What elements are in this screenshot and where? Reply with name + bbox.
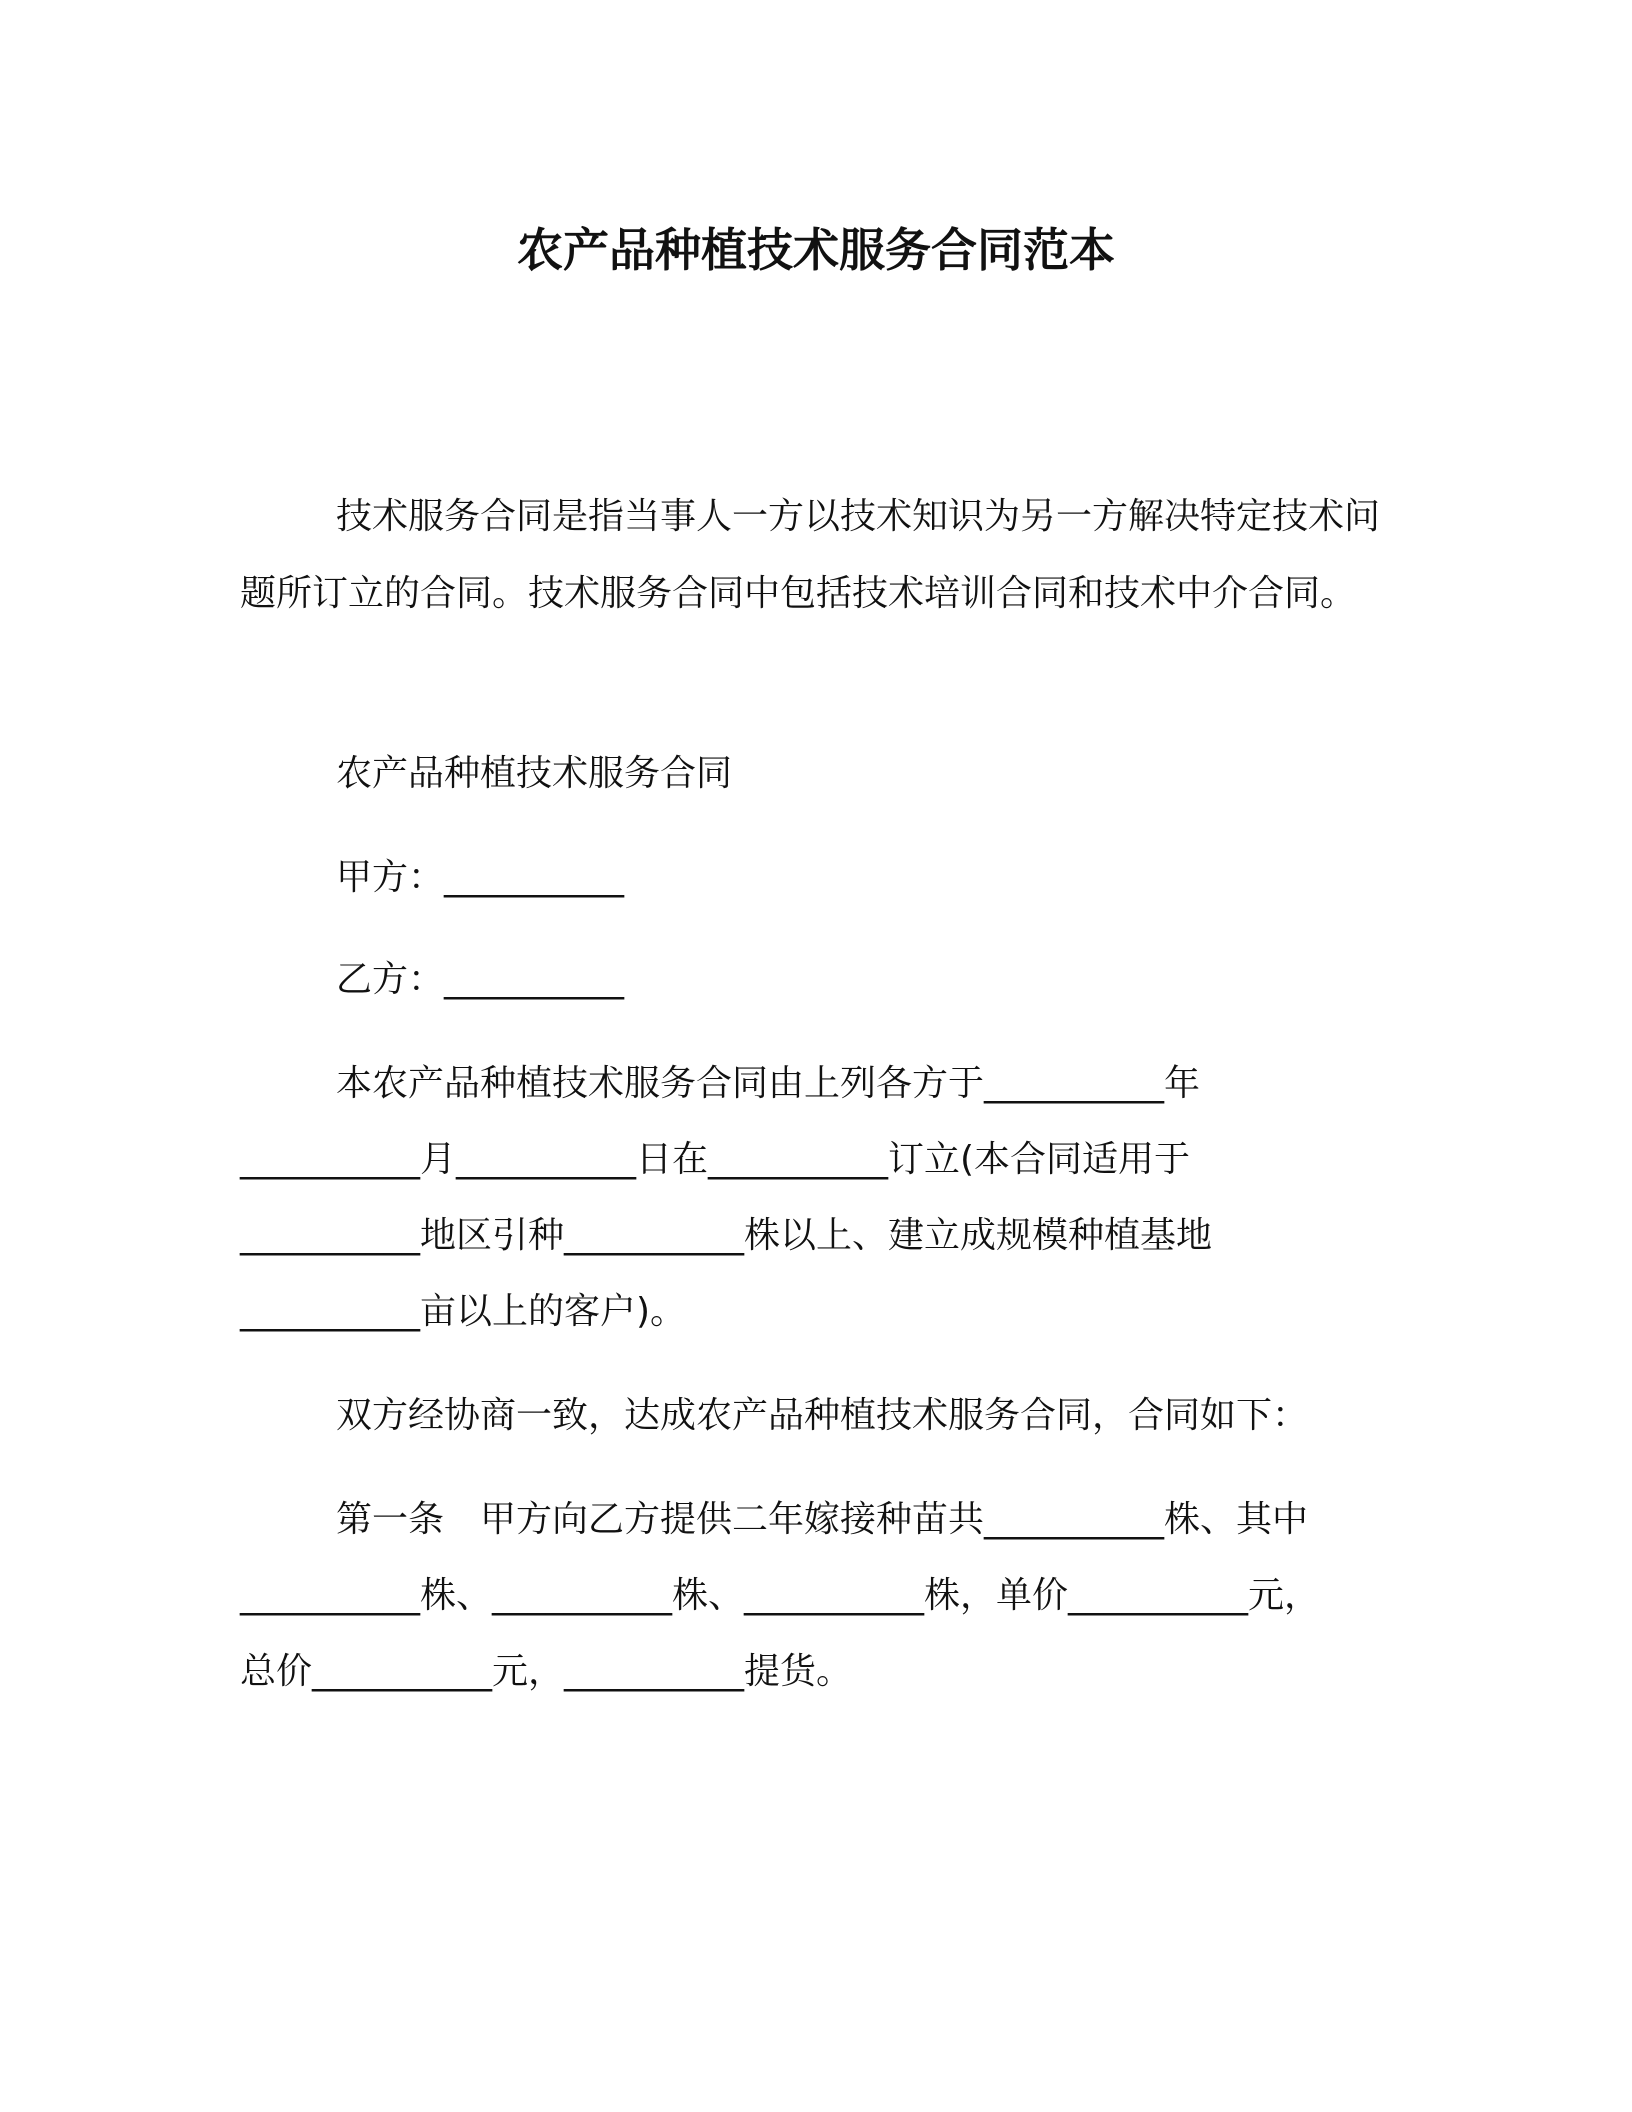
document-title: 农产品种植技术服务合同范本	[517, 223, 1115, 277]
party-b-line: 乙方：__________	[336, 959, 625, 1000]
agreement-paragraph: 双方经协商一致，达成农产品种植技术服务合同，合同如下：	[336, 1395, 1309, 1436]
signing-paragraph-line-4: __________亩以上的客户)。	[240, 1291, 687, 1332]
article-1-line-1: 第一条 甲方向乙方提供二年嫁接种苗共__________株、其中	[336, 1499, 1309, 1540]
intro-paragraph: 技术服务合同是指当事人一方以技术知识为另一方解决特定技术问题所订立的合同。技术服务合同中包括技术培训合同和技术中介合同。	[240, 496, 1381, 614]
article-1-line-2: __________株、__________株、__________株，单价__________元，	[240, 1575, 1321, 1616]
signing-paragraph-line-1: 本农产品种植技术服务合同由上列各方于__________年	[336, 1063, 1201, 1104]
signing-paragraph-line-2: __________月__________日在__________订立(本合同适用于	[240, 1139, 1191, 1180]
signing-paragraph-line-3: __________地区引种__________株以上、建立成规模种植基地	[240, 1215, 1213, 1256]
contract-name: 农产品种植技术服务合同	[336, 753, 733, 794]
party-a-line: 甲方：__________	[336, 857, 625, 898]
article-1-line-3: 总价__________元，__________提货。	[240, 1651, 853, 1692]
